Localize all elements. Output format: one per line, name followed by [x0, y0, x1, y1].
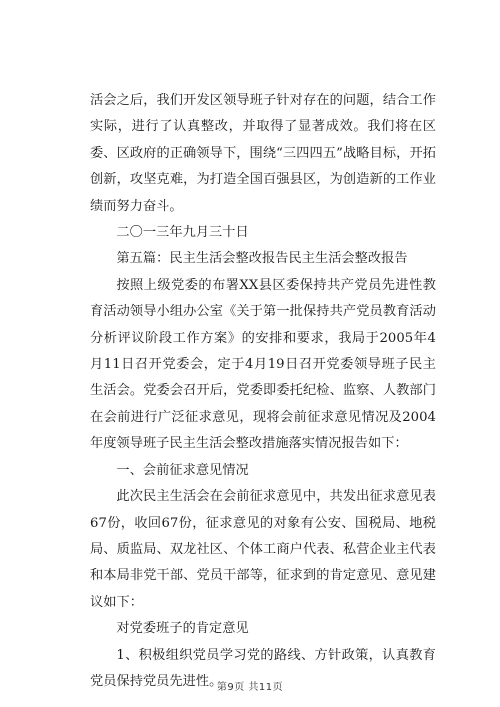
- section-heading: 第五篇：民主生活会整改报告民主生活会整改报告: [116, 251, 408, 267]
- list-item-1: 1、积极组织党员学习党的路线、方针政策，认真教育党员保持党员先进性。: [90, 647, 436, 689]
- document-body: [90, 88, 436, 695]
- paragraph-survey: 此次民主生活会在会前征求意见中，共发出征求意见表67份，收回67份，征求意见的对象有公安、国税局、地税局、质监局、双龙社区、个体工商户代表、私营企业主代表和本局非党干部、党员干部等，征求到的肯定意见、意见建议如下：: [90, 489, 436, 610]
- paragraph-continuation: 活会之后，我们开发区领导班子针对存在的问题，结合工作实际，进行了认真整改，并取得了显著成效。我们将在区委、区政府的正确领导下，围绕“三四四五”战略目标，开拓创新，攻坚克难，为打造全国百强县区，为创造新的工作业绩而努力奋斗。: [90, 93, 436, 214]
- date-line: 二〇一三年九月三十日: [116, 225, 249, 241]
- subheading-positive-opinions: 对党委班子的肯定意见: [116, 621, 249, 637]
- page-number-footer: 第9页 共11页: [216, 682, 284, 693]
- subheading-opinions: 一、会前征求意见情况: [116, 462, 249, 478]
- paragraph-intro: 按照上级党委的布署XX县区委保持共产党员先进性教育活动领导小组办公室《关于第一批保持共产党员教育活动分析评议阶段工作方案》的安排和要求，我局于2005年4月11日召开党委会，定于4月19日召开党委领导班子民主生活会。党委会召开后，党委即委托纪检、监察、人教部门在会前进行广泛征求意见，现将会前征求意见情况及2004年度领导班子民主生活会整改措施落实情况报告如下：: [90, 277, 436, 452]
